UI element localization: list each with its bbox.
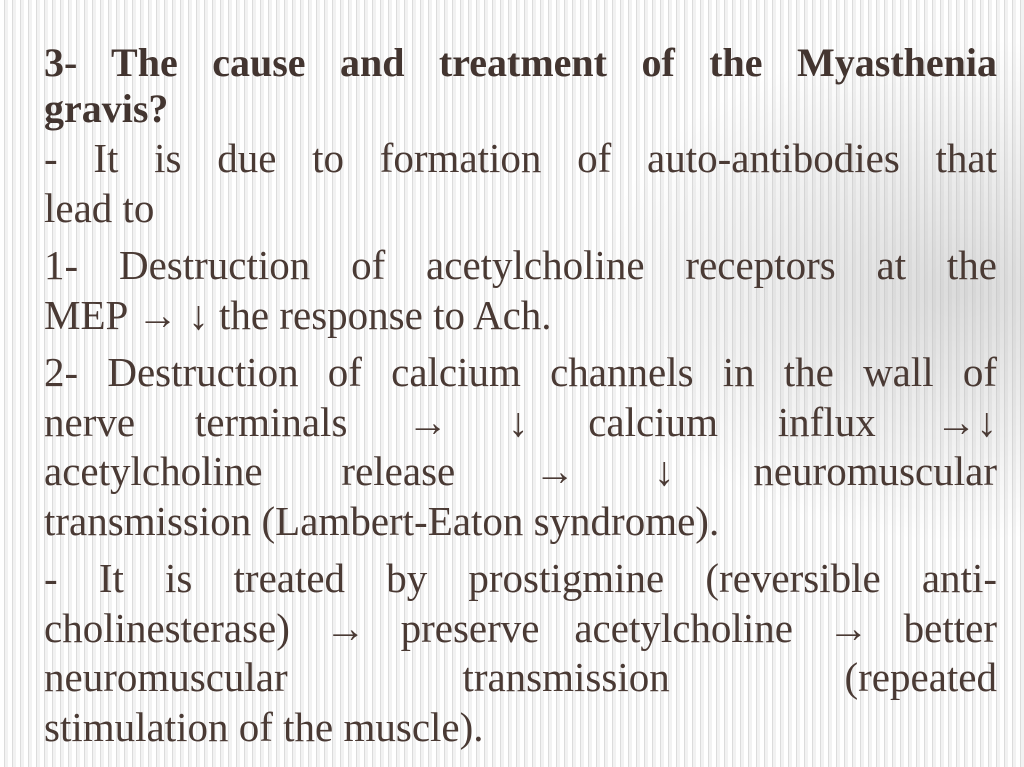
cause-intro-line-2: lead to bbox=[44, 184, 155, 231]
point-1-line-1: 1- Destruction of acetylcholine receptors at the bbox=[44, 242, 997, 288]
cause-intro-paragraph bbox=[44, 134, 997, 233]
point-2-paragraph bbox=[44, 348, 997, 546]
point-1-paragraph bbox=[44, 241, 997, 340]
treatment-line-4: stimulation of the muscle). bbox=[44, 703, 484, 750]
slide-content bbox=[44, 40, 997, 750]
heading-line-2: gravis? bbox=[44, 86, 169, 131]
treatment-line-1: - It is treated by prostigmine (reversible anti- bbox=[44, 555, 997, 601]
heading-line-1: 3- The cause and treatment of the Myasthenia bbox=[44, 40, 997, 85]
point-2-line-3: acetylcholine release → ↓ neuromuscular bbox=[44, 448, 997, 494]
point-2-line-2: nerve terminals → ↓ calcium influx →↓ bbox=[44, 398, 997, 445]
treatment-line-3: neuromuscular transmission (repeated bbox=[44, 654, 997, 700]
treatment-line-2: cholinesterase) → preserve acetylcholine → better bbox=[44, 604, 997, 651]
slide-heading bbox=[44, 40, 997, 132]
point-2-line-4: transmission (Lambert-Eaton syndrome). bbox=[44, 497, 720, 544]
treatment-paragraph bbox=[44, 554, 997, 752]
point-2-line-1: 2- Destruction of calcium channels in the wall of bbox=[44, 349, 997, 395]
point-1-line-2: MEP → ↓ the response to Ach. bbox=[44, 291, 552, 338]
cause-intro-line-1: - It is due to formation of auto-antibodies that bbox=[44, 135, 997, 181]
